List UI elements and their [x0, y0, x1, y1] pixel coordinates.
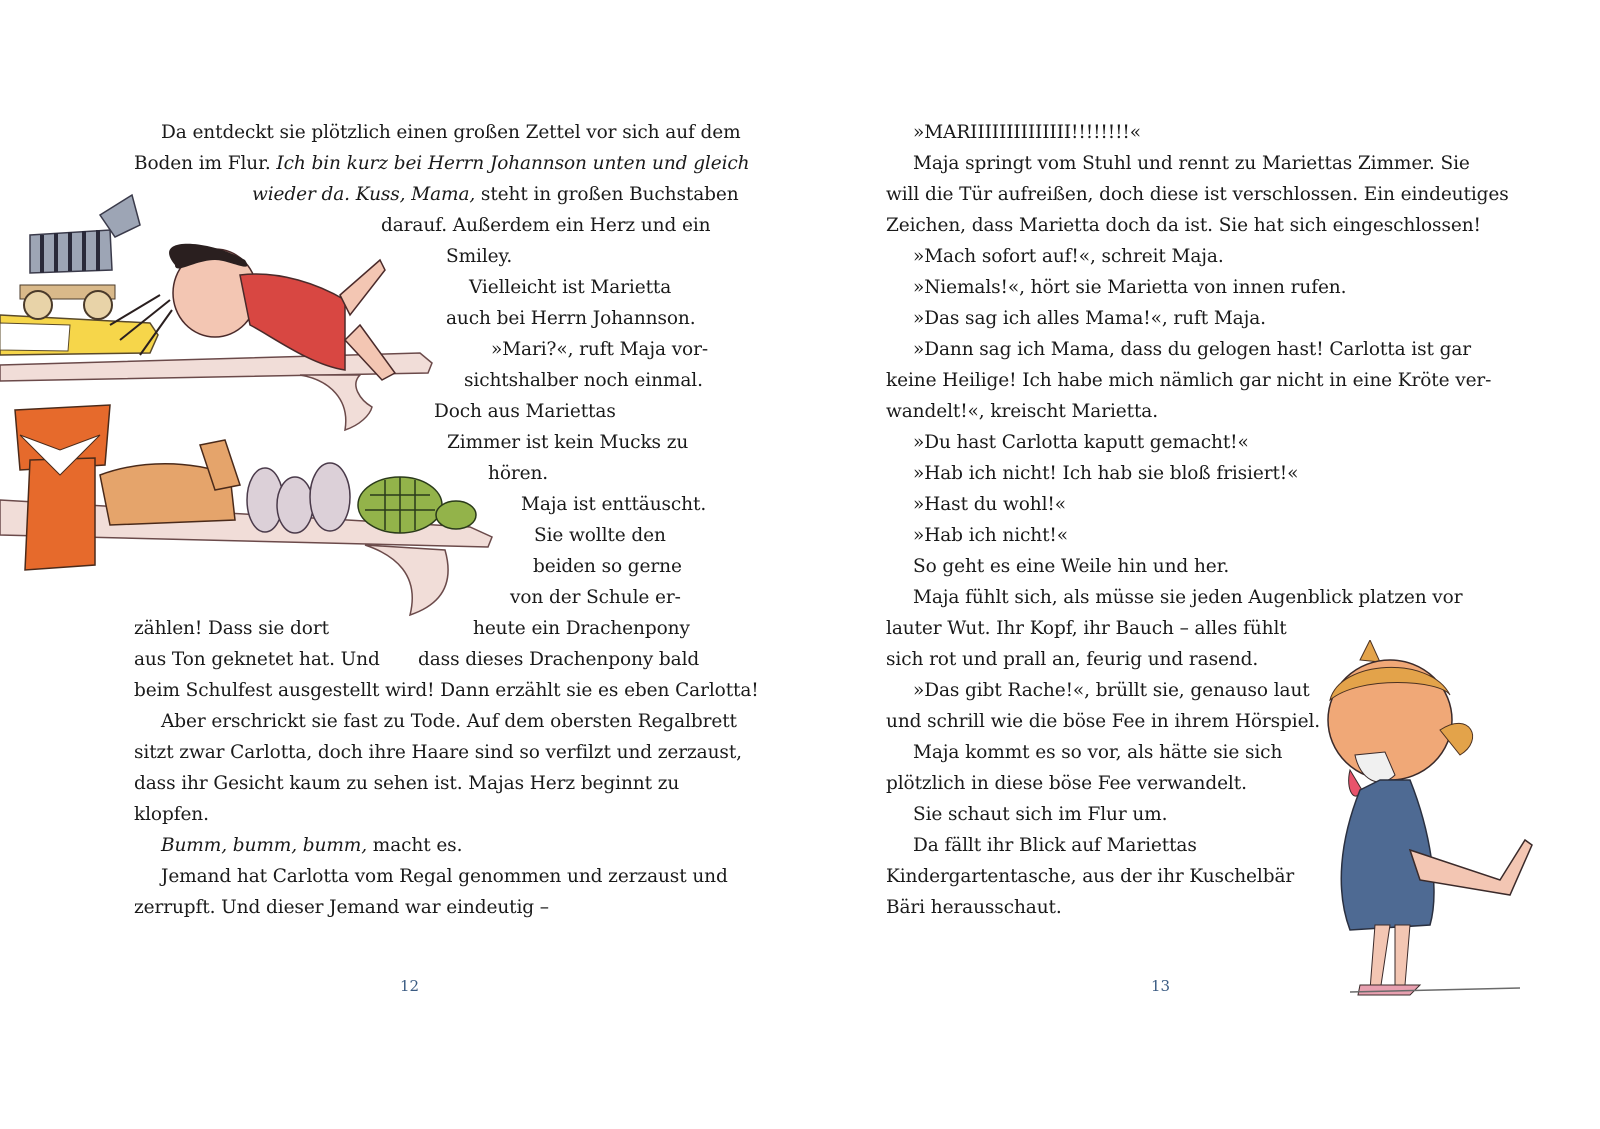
text-line: und schrill wie die böse Fee in ihrem Hörspiel.	[886, 711, 1321, 732]
text-line: »Mari?«, ruft Maja vor-	[491, 339, 708, 360]
text-line: »Hast du wohl!«	[913, 494, 1066, 515]
text-line: Kindergartentasche, aus der ihr Kuschelbär	[886, 866, 1295, 887]
text-line: sich rot und prall an, feurig und rasend.	[886, 649, 1259, 670]
text-line: heute ein Drachenpony	[473, 618, 690, 639]
text-line: »Das sag ich alles Mama!«, ruft Maja.	[913, 308, 1266, 329]
text-line: So geht es eine Weile hin und her.	[913, 556, 1230, 577]
text-line: zählen! Dass sie dort	[134, 618, 329, 639]
text-line: Maja springt vom Stuhl und rennt zu Mariettas Zimmer. Sie	[913, 153, 1470, 174]
text-line: plötzlich in diese böse Fee verwandelt.	[886, 773, 1247, 794]
text-line: aus Ton geknetet hat. Und	[134, 649, 380, 670]
text-line: hören.	[488, 463, 549, 484]
text-line: Vielleicht ist Marietta	[469, 277, 672, 298]
text-line: Jemand hat Carlotta vom Regal genommen und zerzaust und	[161, 866, 728, 887]
text-line: klopfen.	[134, 804, 209, 825]
text-line: Aber erschrickt sie fast zu Tode. Auf dem obersten Regalbrett	[161, 711, 737, 732]
text-line: Da entdeckt sie plötzlich einen großen Zettel vor sich auf dem	[161, 122, 741, 143]
page-number: 13	[1151, 977, 1171, 995]
text-line: Boden im Flur. Ich bin kurz bei Herrn Johannson unten und gleich	[134, 153, 750, 174]
text-line: Zimmer ist kein Mucks zu	[447, 432, 689, 453]
text-line: wandelt!«, kreischt Marietta.	[886, 401, 1158, 422]
text-line: dass dieses Drachenpony bald	[418, 649, 700, 670]
text-line: »Das gibt Rache!«, brüllt sie, genauso laut	[913, 680, 1310, 701]
text-line: Doch aus Mariettas	[434, 401, 616, 422]
text-line: »Niemals!«, hört sie Marietta von innen rufen.	[913, 277, 1347, 298]
text-line: von der Schule er-	[510, 587, 681, 608]
text-line: Sie schaut sich im Flur um.	[913, 804, 1168, 825]
text-line: will die Tür aufreißen, doch diese ist verschlossen. Ein eindeutiges	[886, 184, 1509, 205]
text-line: Bäri herausschaut.	[886, 897, 1062, 918]
text-line: »MARIIIIIIIIIIIIII!!!!!!!!«	[913, 122, 1141, 143]
text-line: »Hab ich nicht!«	[913, 525, 1068, 546]
text-line: zerrupft. Und dieser Jemand war eindeutig –	[134, 897, 549, 918]
text-line: Sie wollte den	[534, 525, 666, 546]
text-line: beiden so gerne	[533, 556, 682, 577]
text-line: »Du hast Carlotta kaputt gemacht!«	[913, 432, 1249, 453]
text-line: Smiley.	[446, 246, 513, 267]
text-line: Maja fühlt sich, als müsse sie jeden Augenblick platzen vor	[913, 587, 1463, 608]
text-line: »Hab ich nicht! Ich hab sie bloß frisiert!«	[913, 463, 1299, 484]
text-line: Bumm, bumm, bumm, macht es.	[161, 835, 463, 856]
text-line: dass ihr Gesicht kaum zu sehen ist. Majas Herz beginnt zu	[134, 773, 680, 794]
text-line: »Dann sag ich Mama, dass du gelogen hast! Carlotta ist gar	[913, 339, 1472, 360]
text-line: beim Schulfest ausgestellt wird! Dann erzählt sie es eben Carlotta!	[134, 680, 759, 701]
text-line: Maja ist enttäuscht.	[521, 494, 707, 515]
right-page	[800, 0, 1600, 1129]
text-line: keine Heilige! Ich habe mich nämlich gar nicht in eine Kröte ver-	[886, 370, 1492, 391]
text-line: Da fällt ihr Blick auf Mariettas	[913, 835, 1197, 856]
girl-illustration	[1300, 640, 1550, 1010]
text-line: darauf. Außerdem ein Herz und ein	[381, 215, 711, 236]
text-line: Zeichen, dass Marietta doch da ist. Sie hat sich eingeschlossen!	[886, 215, 1481, 236]
text-line: Maja kommt es so vor, als hätte sie sich	[913, 742, 1283, 763]
page-number: 12	[400, 977, 420, 995]
text-line: auch bei Herrn Johannson.	[446, 308, 696, 329]
text-line: lauter Wut. Ihr Kopf, ihr Bauch – alles fühlt	[886, 618, 1287, 639]
text-line: sichtshalber noch einmal.	[464, 370, 703, 391]
text-line: wieder da. Kuss, Mama, steht in großen Buchstaben	[252, 184, 739, 205]
text-line: sitzt zwar Carlotta, doch ihre Haare sind so verfilzt und zerzaust,	[134, 742, 742, 763]
text-line: »Mach sofort auf!«, schreit Maja.	[913, 246, 1224, 267]
